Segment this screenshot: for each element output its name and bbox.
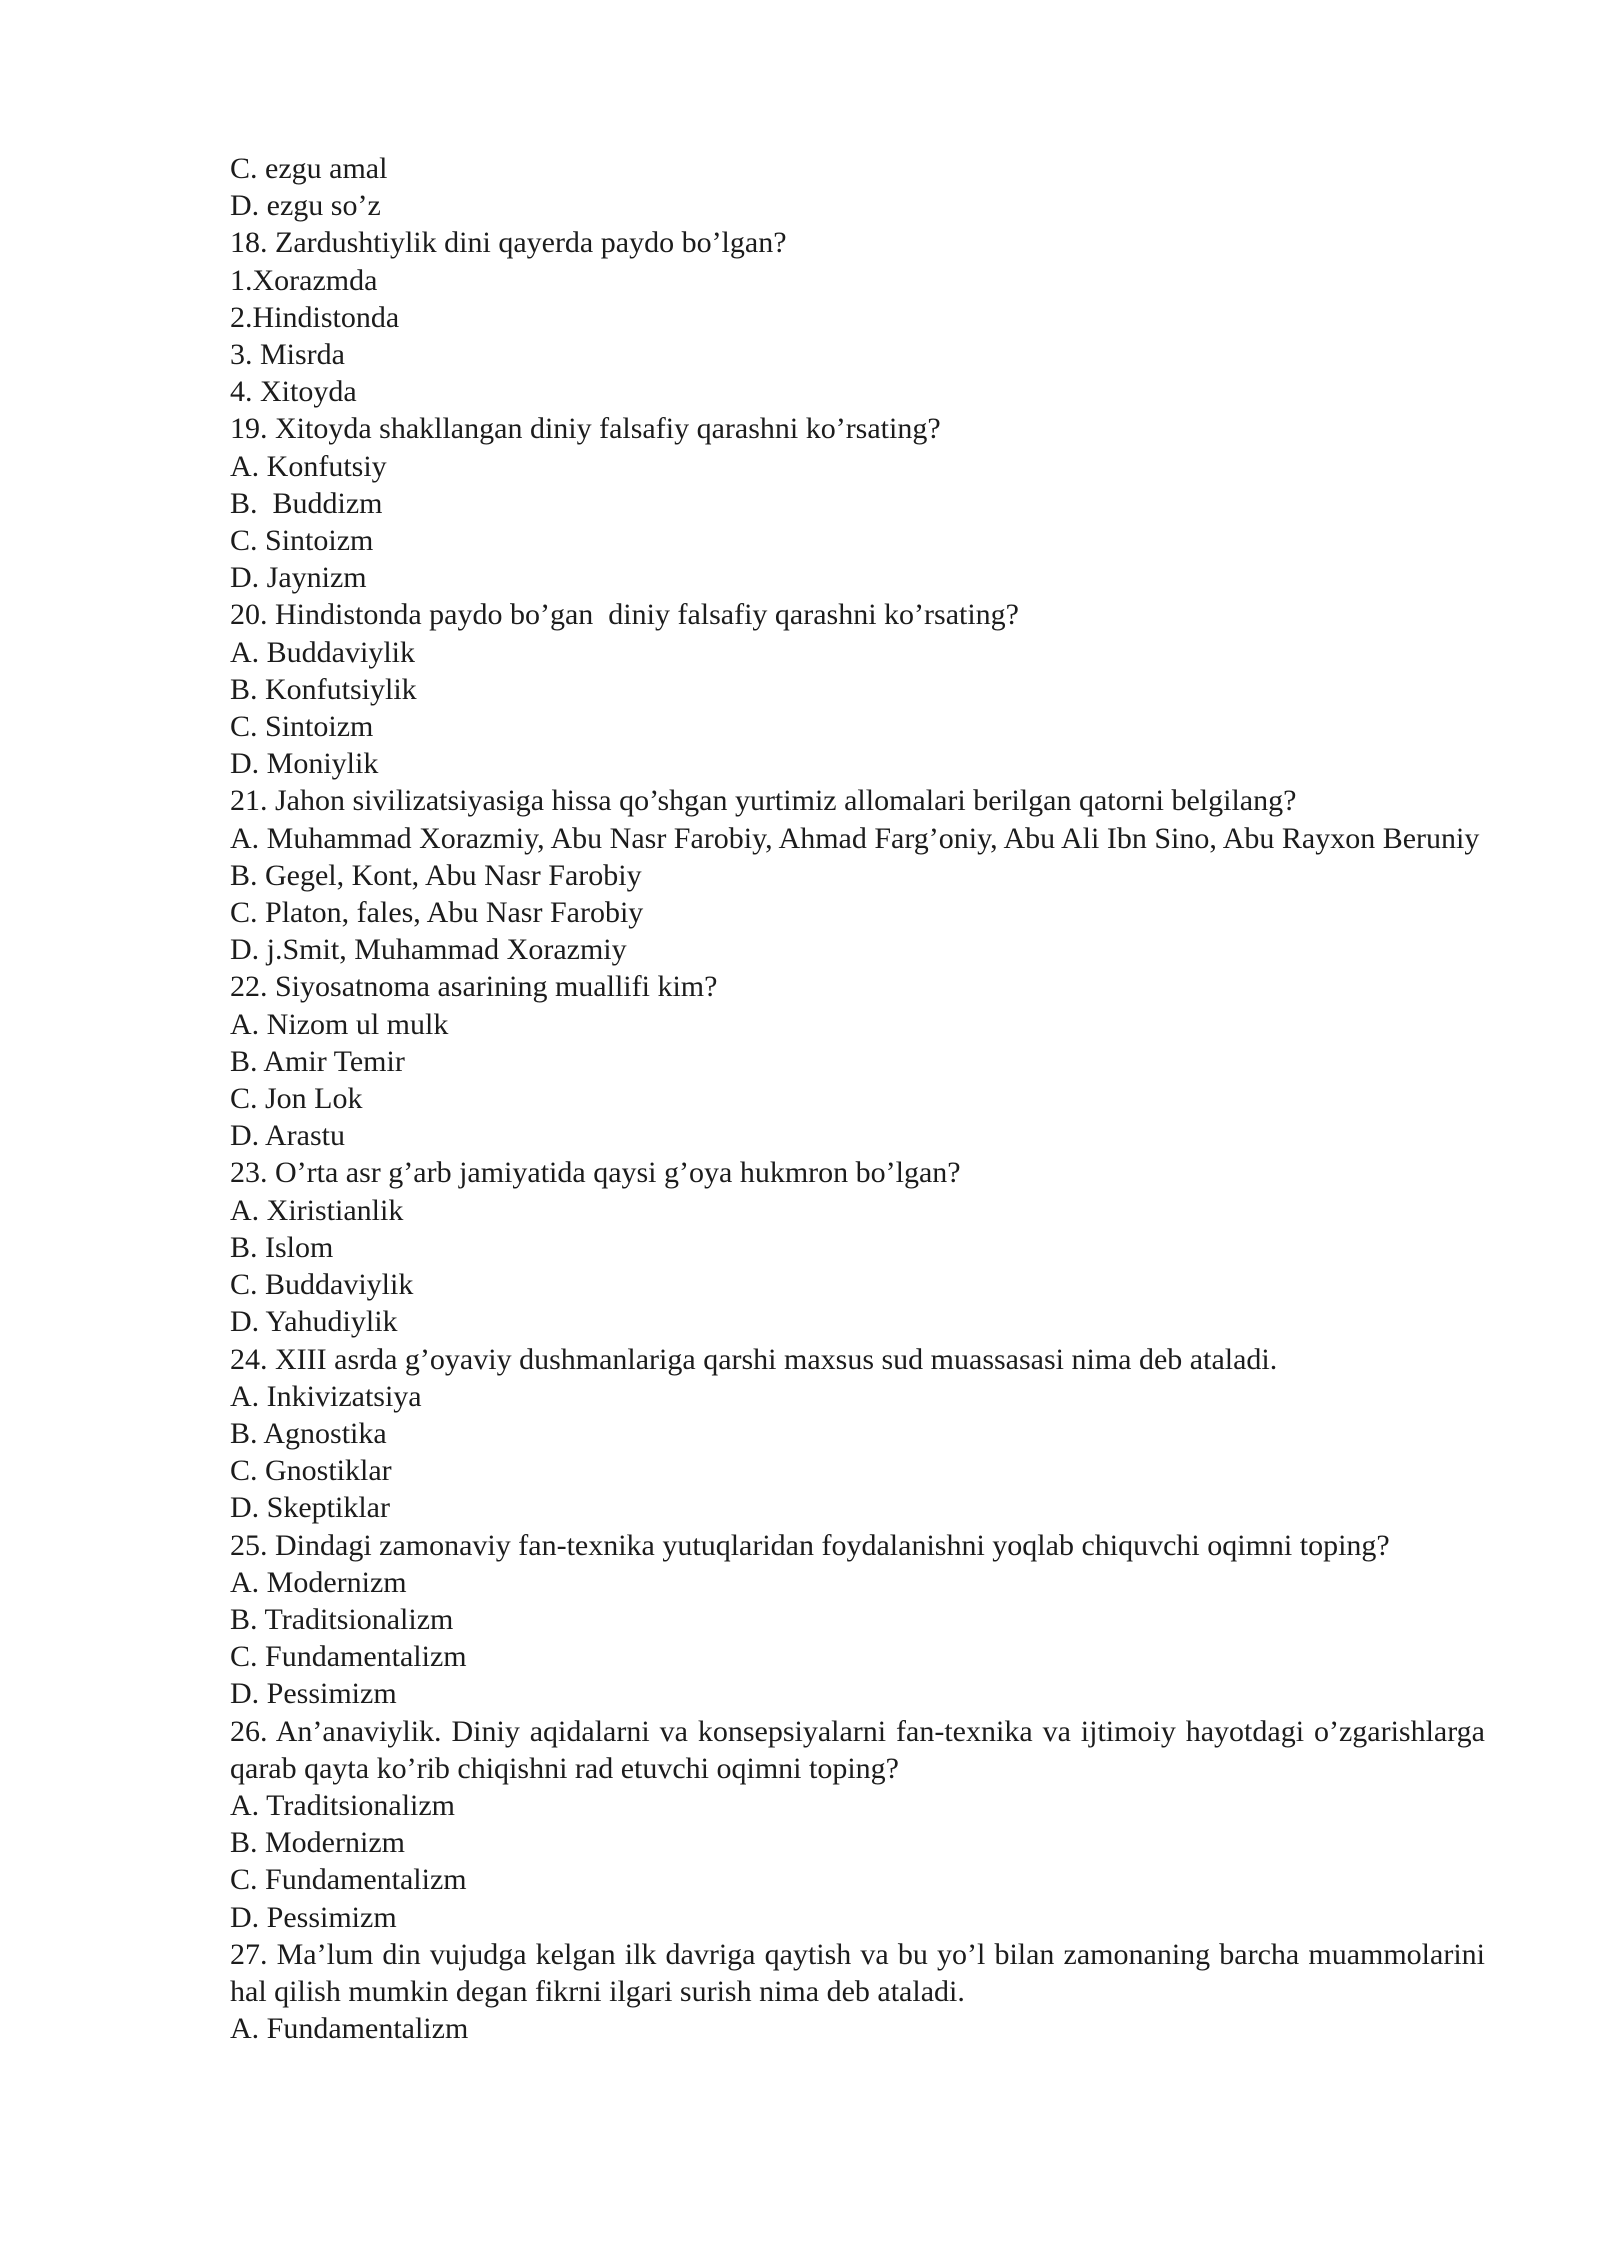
answer-option: 2.Hindistonda (230, 300, 400, 334)
answer-option: B. Amir Temir (230, 1044, 405, 1078)
answer-option: D. Jaynizm (230, 561, 367, 595)
question-text: 27. Ma’lum din vujudga kelgan ilk davriga qaytish va bu yo’l bilan zamonaning barcha muammolarini hal qilish mumkin degan fikrni ilgari surish nima deb ataladi. (230, 1937, 1493, 2008)
answer-option: 4. Xitoyda (230, 375, 357, 409)
answer-option: 1.Xorazmda (230, 263, 378, 297)
question-text: 21. Jahon sivilizatsiyasiga hissa qo’shgan yurtimiz allomalari berilgan qatorni belgilang? (230, 784, 1297, 818)
answer-option: C. Sintoizm (230, 710, 374, 744)
answer-option: C. ezgu amal (230, 152, 388, 185)
answer-option: B. Islom (230, 1230, 334, 1264)
question-text: 25. Dindagi zamonaviy fan-texnika yutuqlaridan foydalanishni yoqlab chiquvchi oqimni toping? (230, 1528, 1390, 1562)
answer-option: C. Platon, fales, Abu Nasr Farobiy (230, 896, 644, 930)
answer-option: C. Sintoizm (230, 524, 374, 558)
answer-option: D. j.Smit, Muhammad Xorazmiy (230, 933, 627, 967)
answer-option: B. Traditsionalizm (230, 1602, 454, 1636)
answer-option: A. Muhammad Xorazmiy, Abu Nasr Farobiy, Ahmad Farg’oniy, Abu Ali Ibn Sino, Abu Rayxon Beruniy (230, 821, 1480, 855)
question-text: 22. Siyosatnoma asarining muallifi kim? (230, 970, 718, 1004)
answer-option: C. Buddaviylik (230, 1268, 414, 1302)
answer-option: A. Fundamentalizm (230, 2012, 469, 2046)
answer-option: A. Traditsionalizm (230, 1788, 456, 1822)
answer-option: D. ezgu so’z (230, 189, 381, 223)
answer-option: A. Modernizm (230, 1565, 407, 1599)
answer-option: C. Fundamentalizm (230, 1863, 467, 1897)
answer-option: A. Buddaviylik (230, 635, 415, 669)
answer-option: 3. Misrda (230, 338, 345, 372)
answer-option: B. Konfutsiylik (230, 672, 417, 706)
answer-option: C. Jon Lok (230, 1082, 363, 1116)
answer-option: C. Gnostiklar (230, 1454, 392, 1488)
answer-option: C. Fundamentalizm (230, 1640, 467, 1674)
answer-option: D. Skeptiklar (230, 1491, 390, 1525)
answer-option: B. Buddizm (230, 486, 383, 520)
answer-option: D. Arastu (230, 1119, 345, 1153)
answer-option: D. Yahudiylik (230, 1305, 398, 1339)
answer-option: D. Moniylik (230, 747, 379, 781)
question-text: 26. An’anaviylik. Diniy aqidalarni va konsepsiyalarni fan-texnika va ijtimoiy hayotdagi o’zgarishlarga qarab qayta ko’rib chiqishni rad etuvchi oqimni toping? (230, 1714, 1493, 1785)
answer-option: A. Konfutsiy (230, 449, 387, 483)
answer-option: A. Inkivizatsiya (230, 1379, 422, 1413)
question-text: 20. Hindistonda paydo bo’gan diniy falsafiy qarashni ko’rsating? (230, 598, 1019, 632)
answer-option: D. Pessimizm (230, 1677, 397, 1711)
document-body (230, 150, 1493, 2047)
answer-option: A. Nizom ul mulk (230, 1007, 449, 1041)
answer-option: B. Modernizm (230, 1826, 405, 1860)
question-text: 18. Zardushtiylik dini qayerda paydo bo’lgan? (230, 226, 787, 260)
answer-option: A. Xiristianlik (230, 1193, 404, 1227)
answer-option: B. Agnostika (230, 1416, 387, 1450)
question-text: 19. Xitoyda shakllangan diniy falsafiy qarashni ko’rsating? (230, 412, 941, 446)
answer-option: D. Pessimizm (230, 1900, 397, 1934)
question-text: 24. XIII asrda g’oyaviy dushmanlariga qarshi maxsus sud muassasasi nima deb ataladi. (230, 1342, 1278, 1376)
question-text: 23. O’rta asr g’arb jamiyatida qaysi g’oya hukmron bo’lgan? (230, 1156, 961, 1190)
answer-option: B. Gegel, Kont, Abu Nasr Farobiy (230, 858, 642, 892)
